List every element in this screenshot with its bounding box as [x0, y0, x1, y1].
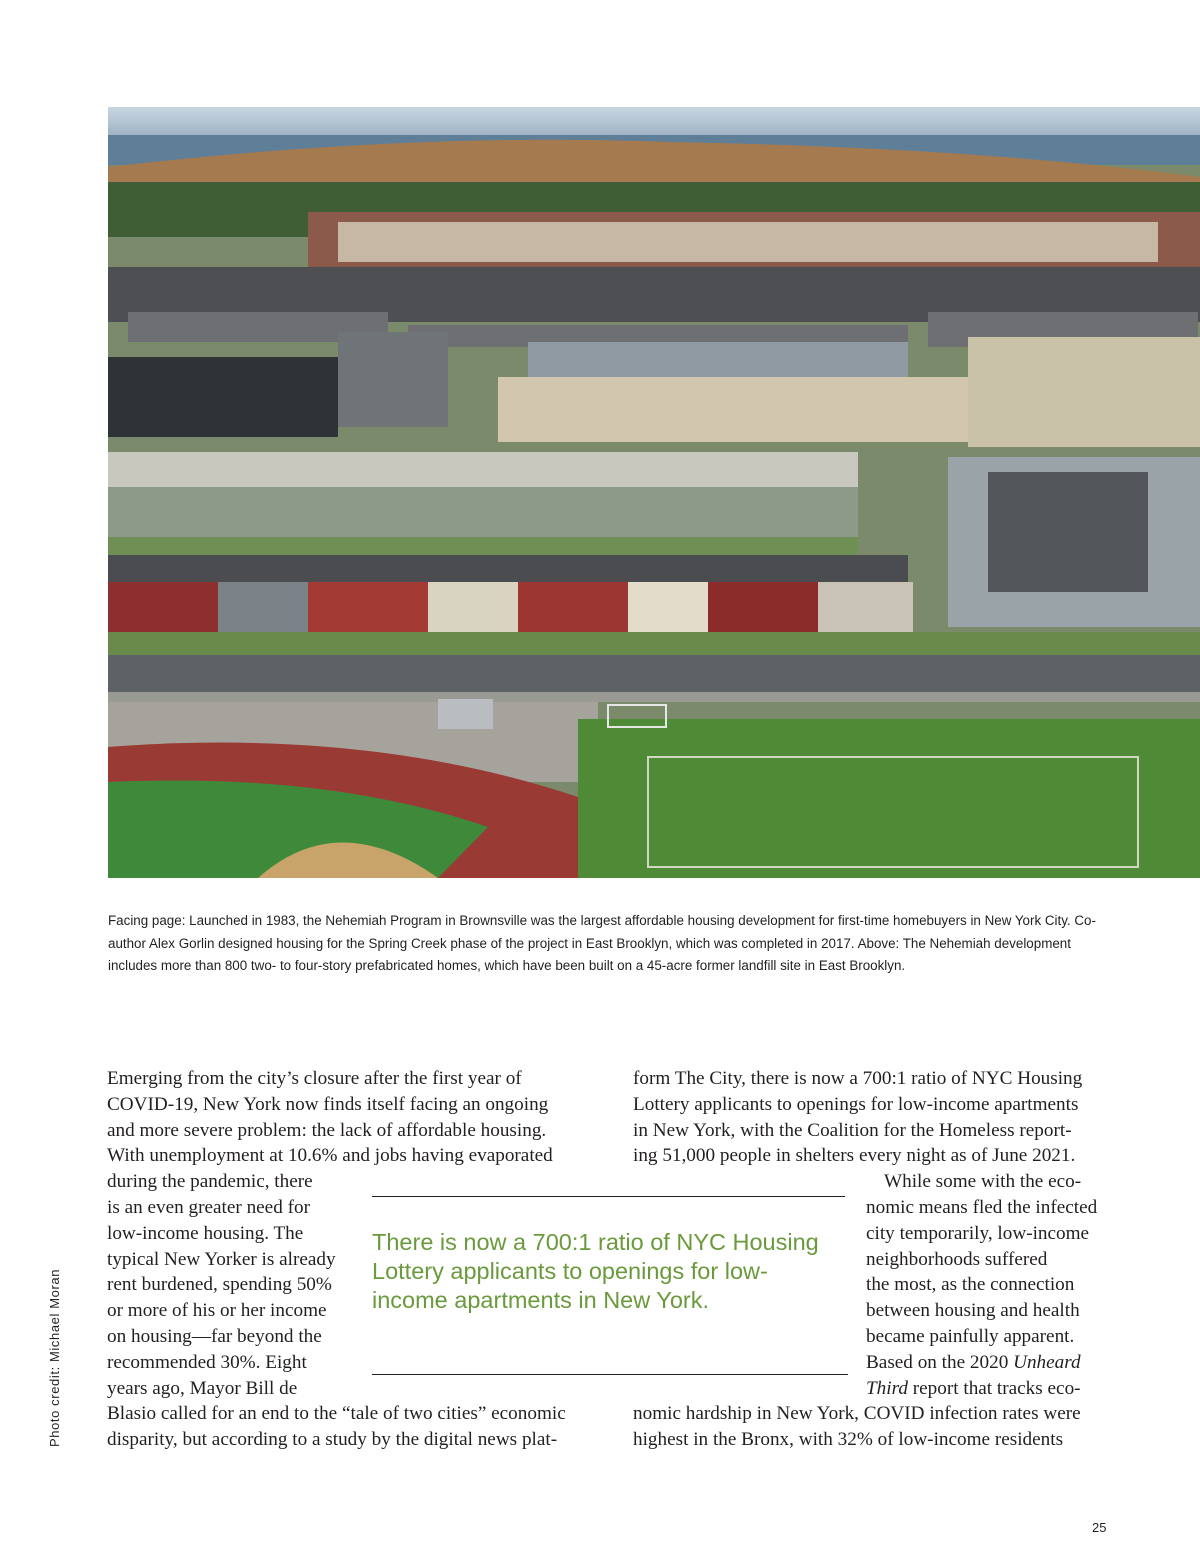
body-line: ing 51,000 people in shelters every night as of June 2021. [633, 1145, 1076, 1166]
report-title: Unheard [1013, 1352, 1081, 1373]
body-line: between housing and health [866, 1300, 1080, 1321]
body-line: COVID-19, New York now finds itself facing an ongoing [107, 1094, 549, 1115]
body-line: or more of his or her income [107, 1300, 327, 1321]
report-title: Third [866, 1378, 908, 1399]
body-line: recommended 30%. Eight [107, 1352, 307, 1373]
body-line: nomic means fled the infected [866, 1197, 1098, 1218]
body-line: form The City, there is now a 700:1 ratio of NYC Housing [633, 1068, 1083, 1089]
pullquote-rule-bottom [372, 1374, 848, 1375]
body-line: highest in the Bronx, with 32% of low-income residents [633, 1429, 1064, 1450]
body-line: and more severe problem: the lack of affordable housing. [107, 1120, 547, 1141]
aerial-photo-icon [108, 107, 1200, 878]
body-line: While some with the eco- [884, 1171, 1082, 1192]
body-line: Blasio called for an end to the “tale of two cities” economic [107, 1403, 566, 1424]
body-line: on housing—far beyond the [107, 1326, 322, 1347]
body-line: city temporarily, low-income [866, 1223, 1090, 1244]
body-line: is an even greater need for [107, 1197, 310, 1218]
body-line: Emerging from the city’s closure after the first year of [107, 1068, 522, 1089]
pullquote: There is now a 700:1 ratio of NYC Housing Lottery applicants to openings for low-income apartments in New York. [372, 1229, 819, 1313]
aerial-photo [108, 107, 1200, 878]
body-line: in New York, with the Coalition for the Homeless report- [633, 1120, 1072, 1141]
body-line: nomic hardship in New York, COVID infection rates were [633, 1403, 1081, 1424]
body-line: rent burdened, spending 50% [107, 1274, 332, 1295]
body-line: became painfully apparent. [866, 1326, 1075, 1347]
body-line: disparity, but according to a study by the digital news plat- [107, 1429, 558, 1450]
body-line: With unemployment at 10.6% and jobs having evaporated [107, 1145, 553, 1166]
body-line: years ago, Mayor Bill de [107, 1378, 298, 1399]
page-number: 25 [1092, 1520, 1107, 1535]
body-text: Based on the 2020 [866, 1352, 1009, 1373]
body-line: Lottery applicants to openings for low-income apartments [633, 1094, 1079, 1115]
photo-caption: Facing page: Launched in 1983, the Nehemiah Program in Brownsville was the largest affordable housing development for first-time homebuyers in New York City. Co-author Alex Gorlin designed housing for the Spring Creek phase of the project in East Brooklyn, which was completed in 2017. Above: The Nehemiah development includes more than 800 two- to four-story prefabricated homes, which have been built on a 45-acre former landfill site in East Brooklyn. [108, 913, 1096, 973]
body-line: low-income housing. The [107, 1223, 304, 1244]
body-line: the most, as the connection [866, 1274, 1075, 1295]
body-line: neighborhoods suffered [866, 1249, 1048, 1270]
pullquote-rule-top [372, 1196, 845, 1197]
body-line [866, 1350, 1081, 1376]
body-line: during the pandemic, there [107, 1171, 313, 1192]
body-line: typical New Yorker is already [107, 1249, 336, 1270]
body-text: report that tracks eco- [912, 1378, 1081, 1399]
body-line [866, 1376, 1081, 1402]
photo-credit: Photo credit: Michael Moran [47, 1268, 62, 1447]
